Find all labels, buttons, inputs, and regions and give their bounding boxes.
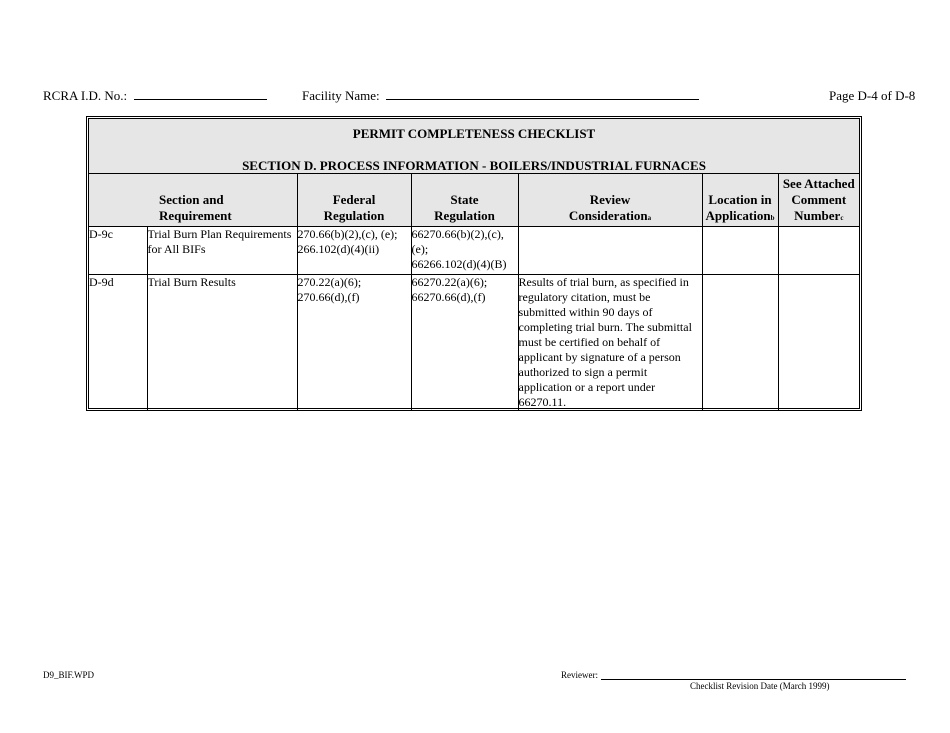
col-header-location xyxy=(702,174,778,226)
rcra-id-label: RCRA I.D. No.: xyxy=(43,88,128,103)
row-requirement-line: for All BIFs xyxy=(147,241,206,256)
row-federal xyxy=(297,274,411,410)
col-header-comment xyxy=(778,174,859,226)
row-review-line: 66270.11. xyxy=(518,394,567,409)
col-header-state-line2: Regulation xyxy=(434,207,495,223)
col-header-federal-line2: Regulation xyxy=(323,207,385,223)
row-requirement-line: Trial Burn Plan Requirements xyxy=(147,226,292,241)
reviewer-label: Reviewer: xyxy=(561,670,598,680)
col-header-review-line2 xyxy=(519,208,702,224)
row-state-line: 66270.66(d),(f) xyxy=(411,289,486,304)
row-requirement xyxy=(147,226,297,274)
footnote-b: b xyxy=(770,213,775,222)
col-header-comment-line1: See Attached xyxy=(782,175,855,191)
checklist-frame xyxy=(86,116,862,411)
row-review xyxy=(518,226,702,274)
rcra-id-field xyxy=(43,88,267,104)
page-number: Page D-4 of D-8 xyxy=(829,88,916,103)
checklist-title: PERMIT COMPLETENESS CHECKLIST xyxy=(352,126,596,141)
col-header-state-line1: State xyxy=(450,191,479,207)
row-location xyxy=(702,274,778,410)
col-header-section-line2: Requirement xyxy=(159,207,232,223)
col-header-comment-line3 xyxy=(779,208,860,224)
col-header-location-line1: Location in xyxy=(708,191,772,207)
facility-name-field xyxy=(302,88,699,104)
row-federal-line: 266.102(d)(4)(ii) xyxy=(297,241,380,256)
row-code: D-9c xyxy=(89,226,147,274)
reviewer-signature-line xyxy=(601,679,906,680)
col-header-comment-text: Number xyxy=(794,207,841,223)
row-state-line: 66270.22(a)(6); xyxy=(411,274,488,289)
row-state xyxy=(411,226,518,274)
row-review-line: authorized to sign a permit xyxy=(518,364,648,379)
col-header-state xyxy=(411,174,518,226)
revision-date: Checklist Revision Date (March 1999) xyxy=(690,681,830,691)
row-state-line: 66266.102(d)(4)(B) xyxy=(411,256,507,271)
file-name: D9_BIF.WPD xyxy=(43,670,95,680)
row-state xyxy=(411,274,518,410)
col-header-section xyxy=(89,174,297,226)
col-header-federal xyxy=(297,174,411,226)
row-location xyxy=(702,226,778,274)
checklist-table xyxy=(89,174,859,410)
footnote-c: c xyxy=(840,213,844,222)
row-requirement-line: Trial Burn Results xyxy=(147,274,236,289)
reviewer-field xyxy=(561,670,598,680)
row-review-line: submitted within 90 days of xyxy=(518,304,653,319)
col-header-review-text: Consideration xyxy=(568,207,648,223)
row-federal-line: 270.66(b)(2),(c), (e); xyxy=(297,226,398,241)
footnote-a: a xyxy=(647,213,652,222)
row-review-line: application or a report under xyxy=(518,379,656,394)
row-review-line: Results of trial burn, as specified in xyxy=(518,274,689,289)
row-requirement xyxy=(147,274,297,410)
header-row xyxy=(89,174,859,226)
col-header-location-line2 xyxy=(703,208,778,224)
row-comment xyxy=(778,226,859,274)
checklist-title-band xyxy=(89,119,859,174)
col-header-section-line1: Section and xyxy=(159,191,224,207)
row-review-line: regulatory citation, must be xyxy=(518,289,651,304)
col-header-comment-line2: Comment xyxy=(791,191,847,207)
facility-name-blank xyxy=(386,89,699,100)
row-federal-line: 270.66(d),(f) xyxy=(297,289,360,304)
table-row xyxy=(89,226,859,274)
rcra-id-blank xyxy=(134,89,267,100)
section-title: SECTION D. PROCESS INFORMATION - BOILERS/INDUSTRIAL FURNACES xyxy=(242,158,706,173)
facility-name-label: Facility Name: xyxy=(302,88,380,103)
row-code: D-9d xyxy=(89,274,147,410)
col-header-location-text: Application xyxy=(705,207,771,223)
col-header-review xyxy=(518,174,702,226)
col-header-federal-line1: Federal xyxy=(332,191,376,207)
row-review-line: completing trial burn. The submittal xyxy=(518,319,692,334)
row-review xyxy=(518,274,702,410)
row-review-line: applicant by signature of a person xyxy=(518,349,681,364)
row-comment xyxy=(778,274,859,410)
row-review-line: must be certified on behalf of xyxy=(518,334,661,349)
row-federal-line: 270.22(a)(6); xyxy=(297,274,362,289)
row-federal xyxy=(297,226,411,274)
table-row xyxy=(89,274,859,410)
col-header-review-line1: Review xyxy=(589,191,631,207)
row-state-line: (e); xyxy=(411,241,429,256)
row-state-line: 66270.66(b)(2),(c), xyxy=(411,226,504,241)
